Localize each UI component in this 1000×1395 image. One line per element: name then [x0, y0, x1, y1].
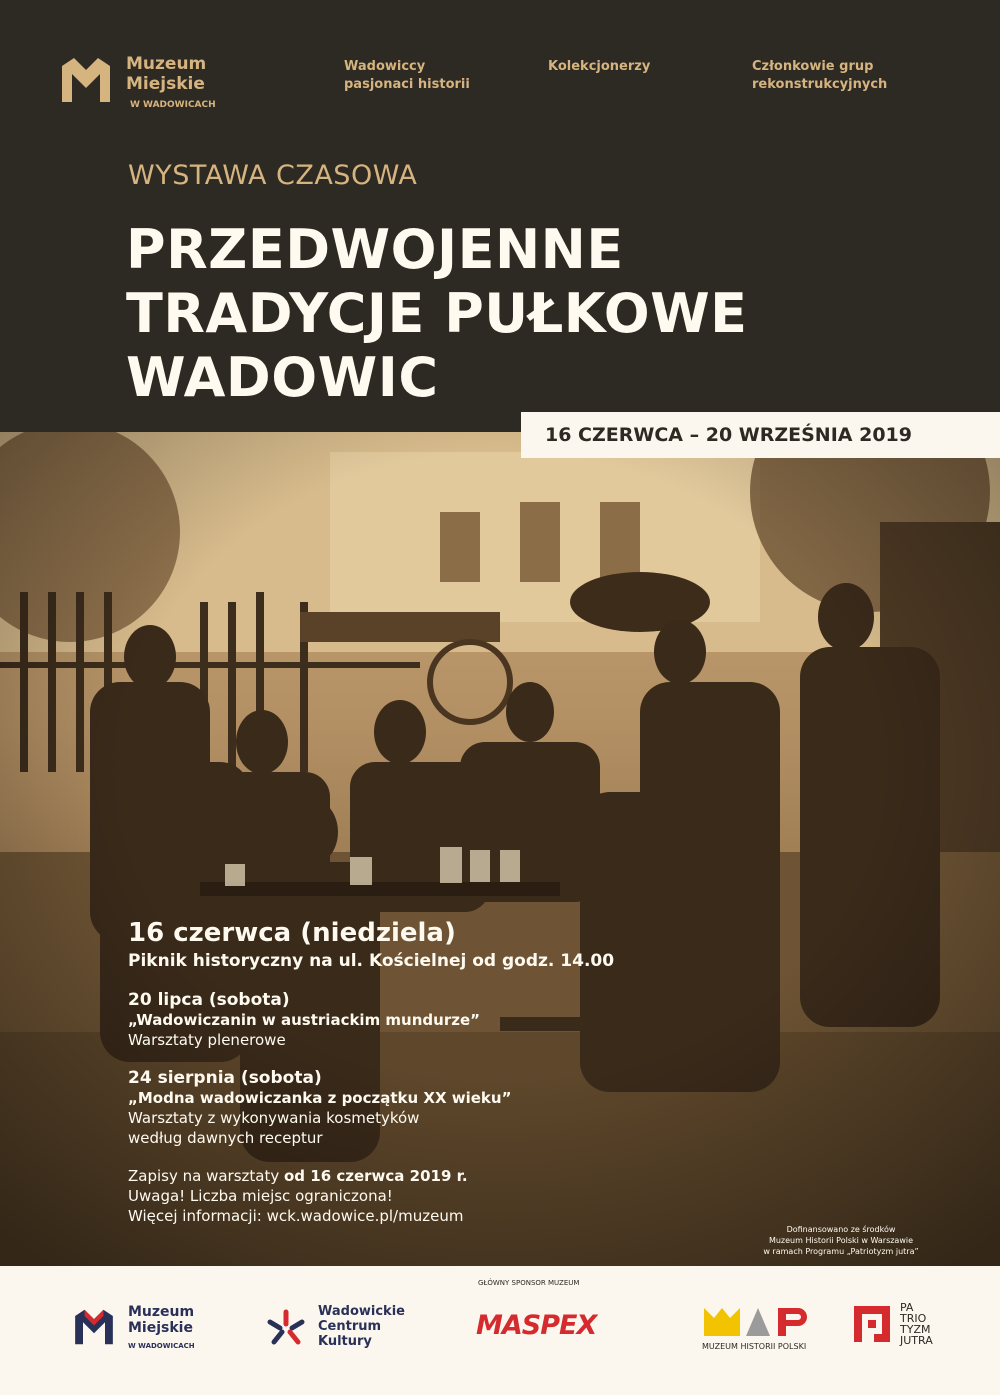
event-3-title: „Modna wadowiczanka z początku XX wieku” — [128, 1089, 512, 1107]
event-3 — [128, 1068, 614, 1148]
patriotyzm-line-2: TRIO — [900, 1312, 927, 1325]
title-line-3: WADOWIC — [126, 346, 439, 409]
patriotyzm-line-3: TYZM — [900, 1323, 931, 1336]
exhibition-title — [126, 218, 748, 410]
more-info-label: Więcej informacji: — [128, 1207, 267, 1225]
exhibition-kicker: WYSTAWA CZASOWA — [128, 160, 418, 191]
signup-warning: Uwaga! Liczba miejsc ograniczona! — [128, 1187, 393, 1205]
partner-3 — [752, 58, 887, 94]
date-range-banner — [521, 412, 1000, 458]
partner-3-line-2: rekonstrukcyjnych — [752, 77, 888, 92]
event-2-date: 20 lipca (sobota) — [128, 990, 290, 1010]
event-3-date: 24 sierpnia (sobota) — [128, 1068, 322, 1088]
mhp-label: MUZEUM HISTORII POLSKI — [702, 1342, 807, 1351]
signup-text: Zapisy na warsztaty — [128, 1167, 284, 1185]
footer-mhp-logo[interactable] — [702, 1304, 810, 1351]
more-info-link[interactable]: wck.wadowice.pl/muzeum — [266, 1207, 464, 1225]
funding-note — [736, 1224, 946, 1257]
event-2-title: „Wadowiczanin w austriackim mundurze” — [128, 1011, 480, 1029]
patriotyzm-line-4: JUTRA — [900, 1334, 933, 1347]
mhp-icon — [702, 1304, 810, 1338]
wck-line-2: Centrum — [318, 1319, 382, 1334]
event-2 — [128, 990, 614, 1050]
logo-line-2: Miejskie — [126, 74, 205, 94]
partner-1-line-2: pasjonaci historii — [344, 77, 470, 92]
patriotyzm-line-1: PA — [900, 1301, 914, 1314]
event-2-desc: Warsztaty plenerowe — [128, 1031, 286, 1049]
logo-subtitle: W WADOWICACH — [130, 100, 216, 110]
maspex-logo[interactable]: MASPEX — [476, 1310, 597, 1341]
patriotyzm-icon — [852, 1304, 892, 1344]
logo-line-1: Muzeum — [126, 54, 207, 74]
partner-2 — [548, 58, 650, 76]
museum-m-icon — [58, 56, 114, 104]
title-line-2: TRADYCJE PUŁKOWE — [126, 282, 748, 345]
logo-name — [126, 54, 206, 94]
events-list — [128, 918, 614, 1226]
event-3-desc-2: według dawnych receptur — [128, 1129, 323, 1147]
header-band — [0, 0, 1000, 432]
partner-1 — [344, 58, 470, 94]
wck-line-3: Kultury — [318, 1334, 372, 1349]
event-3-desc-1: Warsztaty z wykonywania kosmetyków — [128, 1109, 420, 1127]
partner-3-line-1: Członkowie grup — [752, 59, 874, 74]
funding-line-3: w ramach Programu „Patriotyzm jutra” — [763, 1247, 919, 1256]
date-range-text: 16 CZERWCA – 20 WRZEŚNIA 2019 — [545, 424, 912, 446]
funding-line-2: Muzeum Historii Polski w Warszawie — [768, 1236, 914, 1245]
footer-museum-line-2: Miejskie — [128, 1320, 193, 1336]
museum-m-icon — [72, 1308, 116, 1346]
wck-star-icon — [266, 1308, 306, 1348]
footer-museum-sub: W WADOWICACH — [128, 1342, 195, 1350]
funding-line-1: Dofinansowano ze środków — [786, 1225, 896, 1234]
partner-2-line-1: Kolekcjonerzy — [548, 59, 651, 74]
wck-line-1: Wadowickie — [318, 1304, 405, 1319]
partner-1-line-1: Wadowiccy — [344, 59, 426, 74]
title-line-1: PRZEDWOJENNE — [126, 218, 624, 281]
sponsor-label: GŁÓWNY SPONSOR MUZEUM — [478, 1279, 580, 1287]
signup-date: od 16 czerwca 2019 r. — [284, 1167, 468, 1185]
event-1 — [128, 918, 614, 974]
event-1-date: 16 czerwca (niedziela) — [128, 918, 456, 948]
signup-info — [128, 1166, 614, 1226]
event-1-desc: Piknik historyczny na ul. Kościelnej od godz. 14.00 — [128, 951, 615, 971]
footer-museum-line-1: Muzeum — [128, 1304, 195, 1320]
